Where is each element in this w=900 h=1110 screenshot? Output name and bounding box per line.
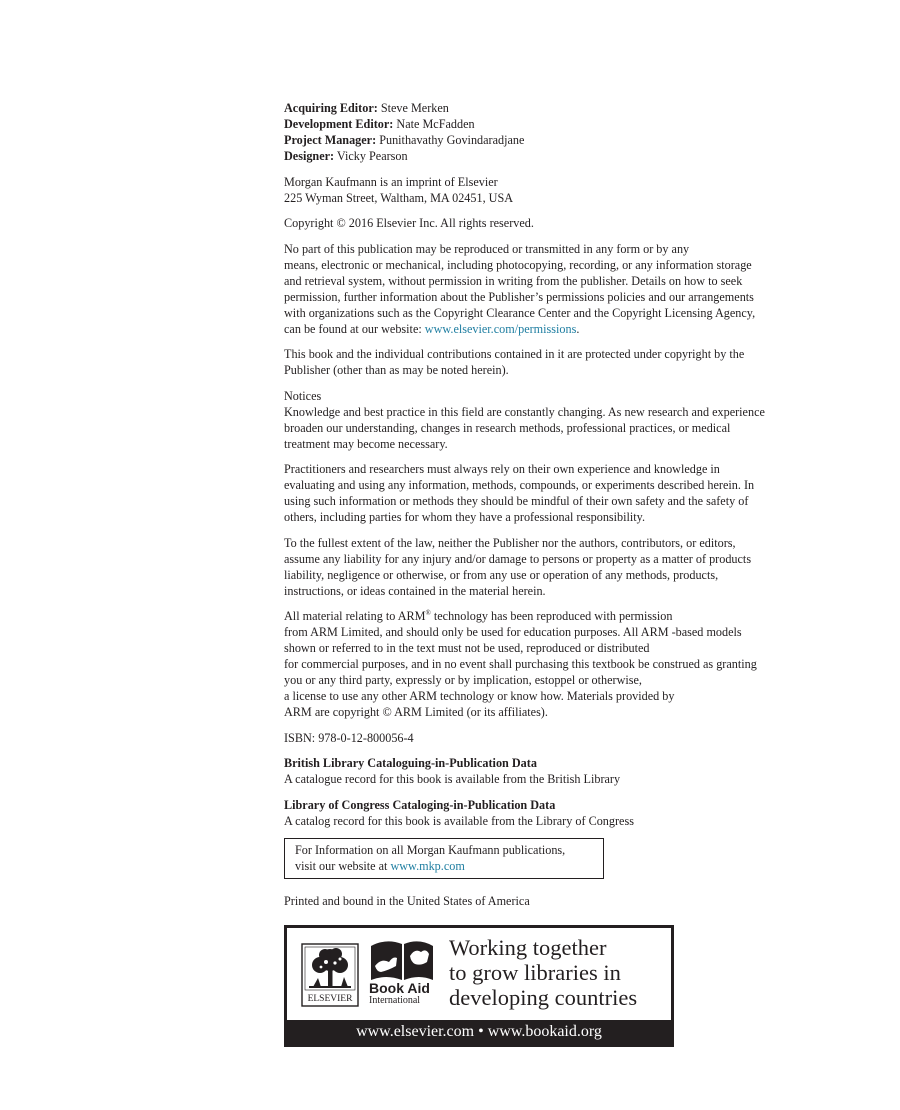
paragraph-line: Practitioners and researchers must always rely on their own experience and knowledge in	[284, 462, 720, 476]
info-box-line	[295, 858, 603, 874]
heading-text: Library of Congress Cataloging-in-Publication Data	[284, 797, 556, 812]
credit-role: Development Editor:	[284, 117, 394, 131]
credit-project-manager	[284, 132, 814, 148]
paragraph-line: liability, negligence or otherwise, or from any use or operation of any methods, products,	[284, 567, 719, 582]
paragraph-text: .	[576, 321, 580, 336]
paragraph-line: instructions, or ideas contained in the material herein.	[284, 583, 546, 598]
british-library-text: A catalogue record for this book is available from the British Library	[284, 772, 621, 786]
book-aid-banner[interactable]	[284, 925, 674, 1047]
copyright-line	[284, 215, 814, 231]
banner-panel	[287, 928, 671, 1020]
banner-urls[interactable]: www.elsevier.com • www.bookaid.org	[356, 1023, 602, 1040]
credit-role: Designer:	[284, 149, 335, 163]
isbn: ISBN: 978-0-12-800056-4	[284, 730, 414, 745]
elsevier-tree-icon	[301, 943, 359, 1007]
paragraph-line: broaden our understanding, changes in research methods, professional practices, or medical	[284, 420, 731, 435]
banner-tagline	[449, 935, 637, 1010]
imprint-line: Morgan Kaufmann is an imprint of Elsevier	[284, 174, 498, 189]
copyright-page	[284, 100, 814, 909]
paragraph-line: from ARM Limited, and should only be used for education purposes. All ARM -based models	[284, 625, 742, 639]
tagline-line: Working together	[449, 935, 607, 960]
mkp-info-box	[284, 838, 604, 879]
paragraph-line: Publisher (other than as may be noted herein).	[284, 363, 509, 377]
paragraph-line: No part of this publication may be reproduced or transmitted in any form or by any	[284, 241, 690, 256]
credits-block	[284, 100, 814, 164]
tagline-line: developing countries	[449, 985, 638, 1010]
british-library-heading	[284, 755, 814, 771]
copyright-text: Copyright © 2016 Elsevier Inc. All rights reserved.	[284, 216, 534, 230]
credit-name: Vicky Pearson	[334, 149, 408, 163]
imprint-block	[284, 174, 814, 206]
paragraph-line: ARM are copyright © ARM Limited (or its affiliates).	[284, 705, 548, 719]
british-library-block	[284, 755, 814, 787]
paragraph-line: using such information or methods they should be mindful of their own safety and the safety of	[284, 494, 749, 508]
library-of-congress-heading	[284, 797, 814, 813]
paragraph-text: All material relating to ARM	[284, 609, 426, 623]
credit-role: Project Manager:	[284, 133, 377, 147]
credit-role: Acquiring Editor:	[284, 101, 378, 115]
paragraph-line	[284, 321, 814, 337]
paragraph-line: evaluating and using any information, methods, compounds, or experiments described herein. In	[284, 478, 755, 492]
info-box-line: For Information on all Morgan Kaufmann publications,	[295, 843, 566, 857]
notices-paragraph-3	[284, 535, 814, 599]
registered-mark: ®	[425, 609, 431, 617]
paragraph-line: permission, further information about the Publisher’s permissions policies and our arrangements	[284, 289, 754, 304]
book-aid-logo	[369, 936, 435, 1014]
imprint-address: 225 Wyman Street, Waltham, MA 02451, USA	[284, 190, 514, 205]
paragraph-line: shown or referred to in the text must not be used, reproduced or distributed	[284, 641, 650, 655]
credit-acquiring-editor	[284, 100, 814, 116]
paragraph-line: This book and the individual contributions contained in it are protected under copyright by the	[284, 347, 745, 361]
book-aid-book-icon	[369, 936, 435, 982]
library-of-congress-block	[284, 797, 814, 829]
credit-name: Steve Merken	[377, 101, 449, 115]
credit-name: Nate McFadden	[393, 117, 475, 131]
paragraph-line: with organizations such as the Copyright Clearance Center and the Copyright Licensing Agency,	[284, 305, 756, 320]
paragraph-line	[284, 608, 814, 624]
paragraph-line: treatment may become necessary.	[284, 436, 448, 451]
library-of-congress-text: A catalog record for this book is available from the Library of Congress	[284, 813, 634, 828]
printed-text: Printed and bound in the United States of America	[284, 894, 530, 908]
tagline-line: to grow libraries in	[449, 960, 621, 985]
notices-paragraph-2	[284, 461, 814, 525]
paragraph-line: Knowledge and best practice in this field are constantly changing. As new research and experience	[284, 404, 765, 419]
heading-text: British Library Cataloguing-in-Publication Data	[284, 756, 537, 770]
mkp-link[interactable]: www.mkp.com	[390, 859, 465, 873]
printed-block	[284, 893, 814, 909]
info-box-text: visit our website at	[295, 859, 391, 873]
permissions-link[interactable]: www.elsevier.com/permissions	[424, 321, 577, 336]
reproduction-paragraph	[284, 241, 814, 337]
paragraph-line: for commercial purposes, and in no event shall purchasing this textbook be construed as granting	[284, 657, 757, 671]
paragraph-line: a license to use any other ARM technology or know how. Materials provided by	[284, 689, 675, 703]
paragraph-text: technology has been reproduced with permission	[430, 609, 673, 623]
book-aid-name: Book Aid	[369, 980, 430, 996]
credit-designer	[284, 148, 814, 164]
paragraph-line: means, electronic or mechanical, including photocopying, recording, or any information storage	[284, 257, 752, 272]
protection-paragraph	[284, 346, 814, 378]
paragraph-line: you or any third party, expressly or by implication, estoppel or otherwise,	[284, 673, 642, 687]
paragraph-line: assume any liability for any injury and/or damage to persons or property as a matter of products	[284, 551, 752, 566]
notices-heading: Notices	[284, 388, 322, 403]
notices-paragraph-1	[284, 388, 814, 452]
elsevier-logo-label: ELSEVIER	[307, 994, 353, 1004]
arm-paragraph	[284, 608, 814, 720]
book-aid-subtitle: International	[369, 995, 421, 1006]
isbn-block	[284, 730, 814, 746]
credit-name: Punithavathy Govindaradjane	[376, 133, 525, 147]
paragraph-line: others, including parties for whom they have a professional responsibility.	[284, 510, 646, 524]
paragraph-text: can be found at our website:	[284, 321, 425, 336]
credit-development-editor	[284, 116, 814, 132]
paragraph-line: and retrieval system, without permission in writing from the publisher. Details on how to seek	[284, 273, 743, 288]
paragraph-line: To the fullest extent of the law, neither the Publisher nor the authors, contributors, or editors,	[284, 535, 736, 550]
